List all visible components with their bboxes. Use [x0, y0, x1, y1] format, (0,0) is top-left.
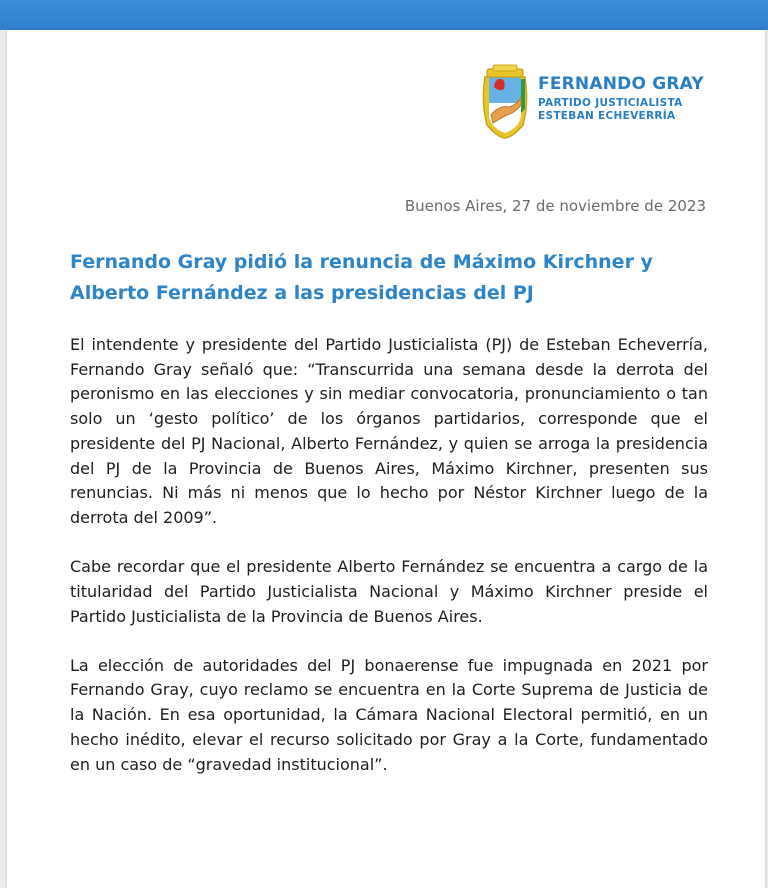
paragraph: Cabe recordar que el presidente Alberto Fernández se encuentra a cargo de la titularidad del Partido Justicialista Nacional y Máximo Kirchner preside el Partido Justicialista de la Provincia de Buenos Aires.: [70, 557, 708, 626]
top-bar: [0, 0, 768, 30]
paragraph: El intendente y presidente del Partido Justicialista (PJ) de Esteban Echeverría, Fernando Gray señaló que: “Transcurrida una semana desde la derrota del peronismo en las elecciones y sin mediar convocatoria, pronunciamiento o tan solo un ‘gesto político’ de los órganos partidarios, corresponde que el presidente del PJ Nacional, Alberto Fernández, y quien se arroga la presidencia del PJ de la Provincia de Buenos Aires, Máximo Kirchner, presenten sus renuncias. Ni más ni menos que lo hecho por Néstor Kirchner luego de la derrota del 2009”.: [70, 335, 708, 527]
headline: Fernando Gray pidió la renuncia de Máximo Kirchner y Alberto Fernández a las presidencias del PJ: [70, 251, 653, 304]
logo-party: PARTIDO JUSTICIALISTA: [538, 97, 683, 109]
pj-shield-logo-icon: [479, 63, 531, 139]
paragraph: La elección de autoridades del PJ bonaerense fue impugnada en 2021 por Fernando Gray, cuyo reclamo se encuentra en la Corte Suprema de Justicia de la Nación. En esa oportunidad, la Cámara Nacional Electoral permitió, en un hecho inédito, elevar el recurso solicitado por Gray a la Corte, fundamentado en un caso de “gravedad institucional”.: [70, 655, 708, 774]
article-body: [70, 333, 708, 802]
logo-district: ESTEBAN ECHEVERRÍA: [538, 110, 676, 122]
logo-text: [538, 76, 704, 123]
date-line: Buenos Aires, 27 de noviembre de 2023: [404, 197, 706, 215]
logo-name: FERNANDO GRAY: [538, 74, 704, 94]
